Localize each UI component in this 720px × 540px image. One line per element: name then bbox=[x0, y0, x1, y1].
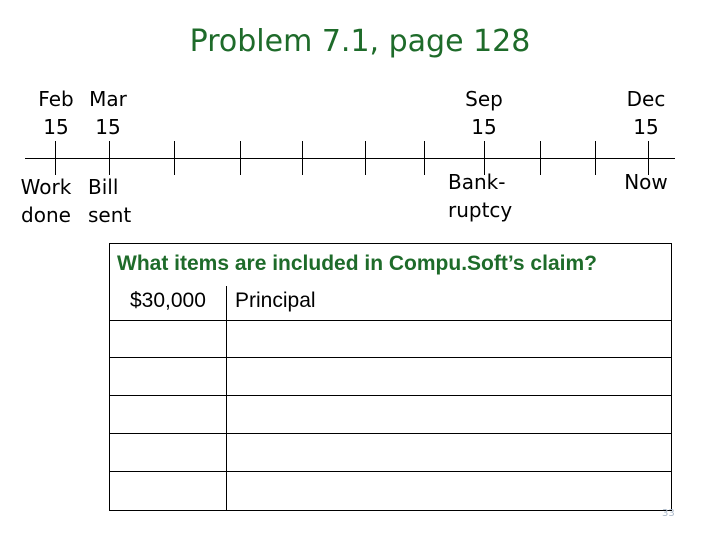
table-row-divider bbox=[110, 395, 671, 396]
table-row-divider bbox=[110, 357, 671, 358]
event-line: Now bbox=[624, 170, 668, 194]
timeline-tick bbox=[55, 141, 56, 175]
table-cell-amount: $30,000 bbox=[130, 289, 206, 312]
event-line: Work bbox=[20, 175, 72, 199]
date-day: 15 bbox=[471, 115, 497, 139]
timeline-tick bbox=[365, 141, 366, 175]
date-month: Mar bbox=[89, 87, 127, 111]
date-label-feb bbox=[34, 85, 78, 141]
timeline-axis bbox=[25, 158, 675, 159]
event-label-now bbox=[620, 168, 672, 196]
date-label-sep bbox=[462, 85, 506, 141]
table-row-divider bbox=[110, 320, 671, 321]
timeline-tick bbox=[302, 141, 303, 175]
timeline-tick bbox=[595, 141, 596, 175]
date-label-dec bbox=[624, 85, 668, 141]
event-label-work-done bbox=[16, 173, 76, 229]
event-line: sent bbox=[88, 203, 132, 227]
event-line: Bill bbox=[88, 175, 119, 199]
timeline-tick bbox=[174, 141, 175, 175]
event-line: done bbox=[21, 203, 71, 227]
date-month: Sep bbox=[465, 87, 503, 111]
timeline-tick bbox=[109, 141, 110, 175]
page-number: 33 bbox=[662, 508, 675, 519]
table-row-divider bbox=[110, 471, 671, 472]
timeline-tick bbox=[240, 141, 241, 175]
slide-title: Problem 7.1, page 128 bbox=[189, 24, 531, 59]
date-month: Feb bbox=[38, 87, 74, 111]
table-row-divider bbox=[110, 433, 671, 434]
claim-table bbox=[109, 243, 672, 511]
event-label-bill-sent bbox=[88, 173, 136, 229]
date-day: 15 bbox=[633, 115, 659, 139]
claim-question: What items are included in Compu.Soft’s claim? bbox=[117, 252, 597, 275]
date-label-mar bbox=[86, 85, 130, 141]
date-day: 15 bbox=[95, 115, 121, 139]
timeline-tick bbox=[424, 141, 425, 175]
event-label-bankruptcy bbox=[448, 168, 518, 224]
event-line: ruptcy bbox=[448, 198, 513, 222]
timeline-tick bbox=[540, 141, 541, 175]
table-column-divider bbox=[226, 286, 227, 510]
date-month: Dec bbox=[626, 87, 666, 111]
table-cell-item: Principal bbox=[235, 289, 316, 312]
event-line: Bank- bbox=[448, 170, 506, 194]
date-day: 15 bbox=[43, 115, 69, 139]
